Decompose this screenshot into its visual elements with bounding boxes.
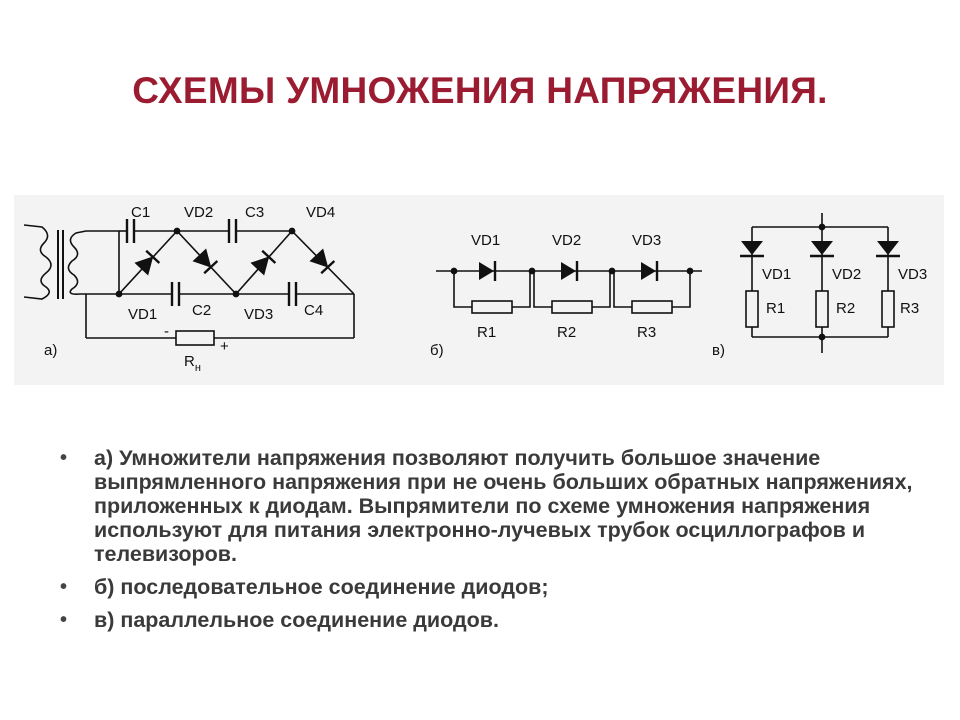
label-rh: $R_н$ [184,353,201,374]
diode-vd3-v [876,241,900,256]
bullet-marker: • [60,576,68,598]
panel-label-v: в) [712,342,725,359]
diode-vd2-b [561,261,577,281]
bullet-marker: • [60,447,68,469]
label-c1: C1 [131,204,151,221]
panel-label-a: а) [44,342,58,359]
label-r3-b: R3 [637,324,657,341]
label-r1-v: R1 [766,300,786,317]
panel-label-b: б) [430,342,444,359]
label-vd3-v: VD3 [898,266,928,283]
resistor-r3-v [882,291,894,327]
junction-dot [289,228,294,233]
label-vd1: VD1 [128,306,158,323]
junction-dot [451,268,456,273]
bullet-text: а) Умножители напряжения позволяют получить большое значение выпрямленного напряжения при не очень больших обратных напряжениях, приложенных к диодам. Выпрямители по схеме умножения напряжения используют для питания электронно-лучевых трубок осциллографов и телевизоров. [94,446,913,566]
label-vd1-b: VD1 [471,232,501,249]
junction-dot [609,268,614,273]
label-r2-v: R2 [836,300,856,317]
label-plus: + [220,338,229,355]
label-vd1-v: VD1 [762,266,792,283]
label-c2: C2 [192,302,212,319]
label-r2-b: R2 [557,324,577,341]
label-vd3-b: VD3 [632,232,662,249]
label-vd2: VD2 [184,204,214,221]
label-r1-b: R1 [477,324,497,341]
diagram-b [430,232,702,359]
diode-vd1-v [740,241,764,256]
bullet-marker: • [60,609,68,631]
resistor-r2-v [816,291,828,327]
label-r3-v: R3 [900,300,920,317]
circuit-diagrams [14,195,944,385]
junction-dot [174,228,179,233]
resistor-r3-b [632,301,672,313]
diagram-a [24,204,354,374]
resistor-r1-b [472,301,512,313]
transformer-secondary-coil [68,231,86,294]
resistor-r2-b [552,301,592,313]
junction-dot [116,291,121,296]
resistor-r1-v [746,291,758,327]
label-vd3: VD3 [244,306,274,323]
junction-dot [529,268,534,273]
bullet-text: в) параллельное соединение диодов. [94,608,499,632]
junction-dot [819,334,824,339]
slide-title: СХЕМЫ УМНОЖЕНИЯ НАПРЯЖЕНИЯ. [132,70,828,111]
bullet-item [60,608,920,632]
junction-dot [819,224,824,229]
junction-dot [687,268,692,273]
label-vd2-b: VD2 [552,232,582,249]
transformer-primary-coil [24,225,51,299]
bullet-item [60,446,920,566]
label-minus: - [164,323,169,340]
diode-vd1-b [479,261,495,281]
junction-dot [233,291,238,296]
diagram-v [712,213,927,359]
label-vd2-v: VD2 [832,266,862,283]
bullet-item [60,575,920,599]
diode-vd3-b [641,261,657,281]
load-resistor-rh [176,331,214,345]
bullet-list [60,446,920,641]
label-c3: C3 [245,204,265,221]
label-vd4: VD4 [306,204,336,221]
diode-vd2-v [810,241,834,256]
bullet-text: б) последовательное соединение диодов; [94,575,549,599]
label-c4: C4 [304,302,324,319]
